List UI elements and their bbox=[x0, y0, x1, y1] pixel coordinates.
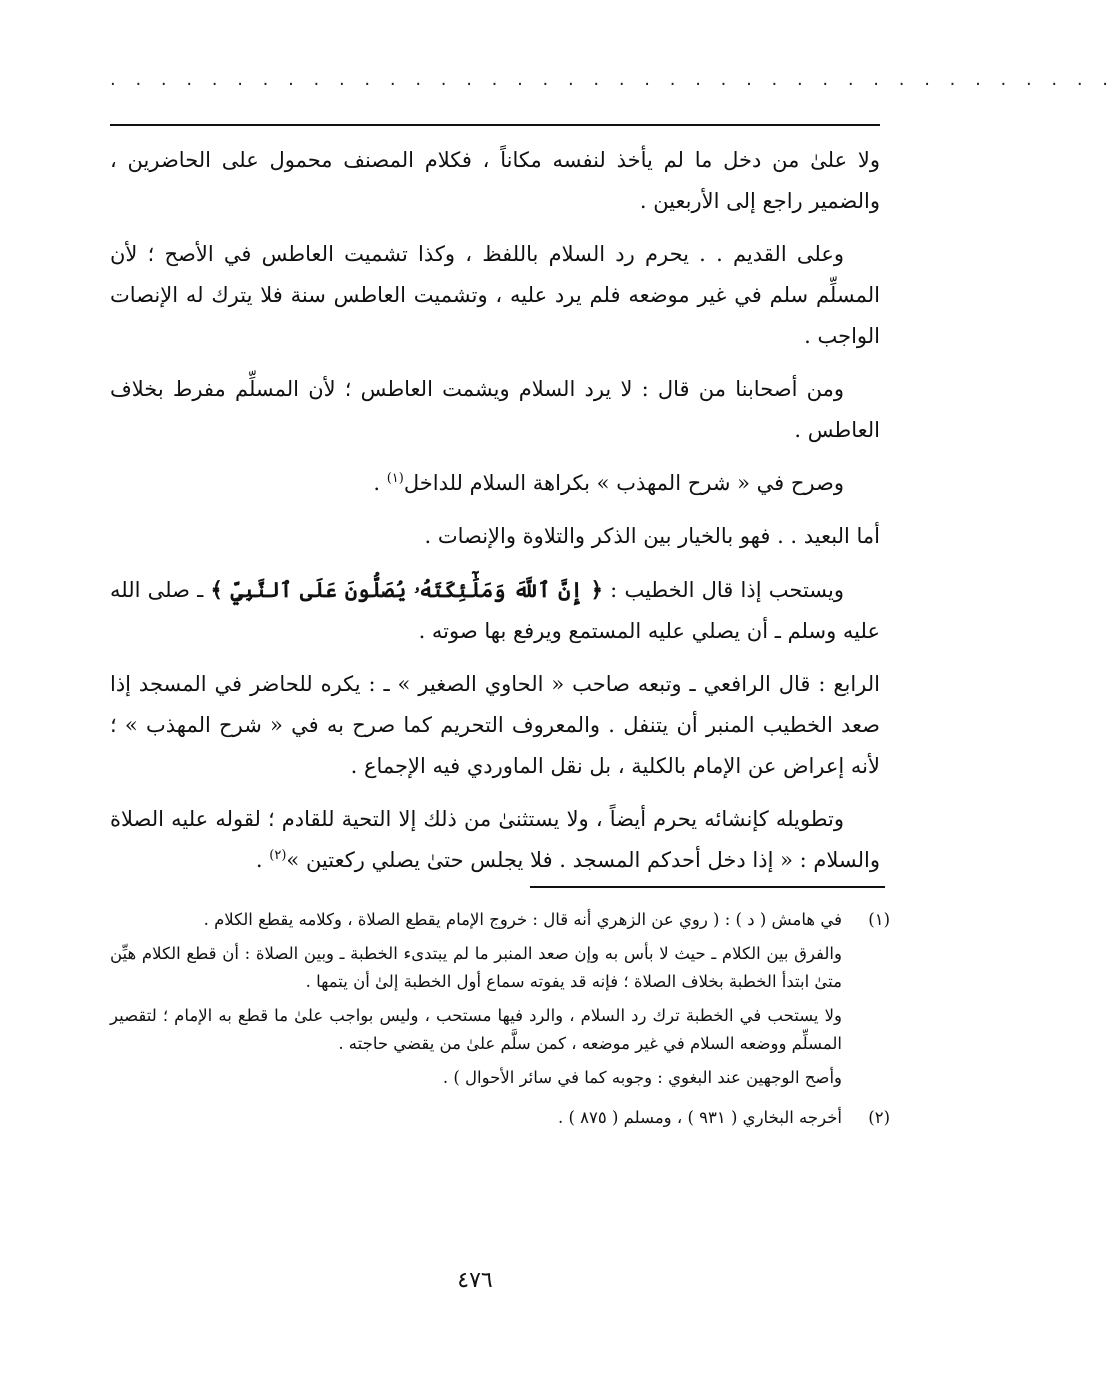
paragraph-2: وعلى القديم . . يحرم رد السلام باللفظ ، وكذا تشميت العاطس في الأصح ؛ لأن المسلِّم سلم في غير موضعه فلم يرد عليه ، وتشميت العاطس سنة فلا يترك له الإنصات الواجب . bbox=[110, 242, 880, 348]
paragraph-4-end: . bbox=[373, 471, 387, 495]
main-text bbox=[110, 140, 880, 893]
paragraph-5: أما البعيد . . فهو بالخيار بين الذكر والتلاوة والإنصات . bbox=[424, 524, 880, 548]
footnote-2 bbox=[110, 1104, 890, 1132]
footnote-ref-1: (١) bbox=[386, 471, 404, 486]
footnote-1-body bbox=[110, 906, 842, 1098]
footnote-1-number: (١) bbox=[868, 910, 890, 929]
header-dotted-line: · · · · · · · · · · · · · · · · · · · · · · · · · · · · · · · · · · · · · · · · bbox=[110, 74, 1115, 95]
footnote-1 bbox=[110, 906, 890, 1098]
footnote-1-line-4: وأصح الوجهين عند البغوي : وجوبه كما في سائر الأحوال ) . bbox=[442, 1068, 842, 1087]
footnote-1-line-2: والفرق بين الكلام ـ حيث لا بأس به وإن صعد المنبر ما لم يبتدىء الخطبة ـ وبين الصلاة : أن قطع الكلام هيِّن متىٰ ابتدأ الخطبة بخلاف الصلاة ؛ فإنه قد يفوته سماع أول الخطبة إلىٰ أن يتمها . bbox=[110, 944, 842, 991]
page-number: ٤٧٦ bbox=[457, 1268, 493, 1293]
paragraph-8 bbox=[110, 799, 880, 881]
paragraph-1: ولا علىٰ من دخل ما لم يأخذ لنفسه مكاناً ، فكلام المصنف محمول على الحاضرين ، والضمير راجع إلى الأربعين . bbox=[110, 148, 880, 213]
paragraph-6-before: ويستحب إذا قال الخطيب : bbox=[602, 578, 845, 602]
paragraph-4-text: وصرح في « شرح المهذب » بكراهة السلام للداخل bbox=[403, 471, 844, 495]
footnote-rule bbox=[530, 886, 885, 888]
footnote-1-line-1: في هامش ( د ) : ( روي عن الزهري أنه قال : خروج الإمام يقطع الصلاة ، وكلامه يقطع الكلام . bbox=[203, 910, 842, 929]
paragraph-4 bbox=[110, 463, 880, 504]
paragraph-6-after: ـ صلى الله عليه وسلم ـ أن يصلي عليه المستمع ويرفع بها صوته . bbox=[110, 578, 880, 643]
footnote-2-number: (٢) bbox=[868, 1108, 890, 1127]
paragraph-8-end: . bbox=[255, 848, 270, 872]
footnote-ref-2: (٢) bbox=[269, 848, 287, 863]
footnote-2-body: أخرجه البخاري ( ٩٣١ ) ، ومسلم ( ٨٧٥ ) . bbox=[557, 1108, 842, 1127]
paragraph-3: ومن أصحابنا من قال : لا يرد السلام ويشمت العاطس ؛ لأن المسلِّم مفرط بخلاف العاطس . bbox=[110, 377, 880, 442]
quran-verse: ﴿ إِنَّ ٱللَّهَ وَمَلَٰٓئِكَتَهُۥ يُصَلُّونَ عَلَى ٱلنَّبِيِّ ﴾ bbox=[210, 577, 603, 602]
footnote-1-line-3: ولا يستحب في الخطبة ترك رد السلام ، والرد فيها مستحب ، وليس بواجب علىٰ ما قطع به الإمام ؛ لتقصير المسلِّم ووضعه السلام في غير موضعه ، كمن سلَّم علىٰ من يقضي حاجته . bbox=[110, 1006, 842, 1053]
footnotes bbox=[110, 906, 890, 1138]
paragraph-8-text: وتطويله كإنشائه يحرم أيضاً ، ولا يستثنىٰ من ذلك إلا التحية للقادم ؛ لقوله عليه الصلاة والسلام : « إذا دخل أحدكم المسجد . فلا يجلس حتىٰ يصلي ركعتين » bbox=[110, 807, 880, 872]
header-rule bbox=[110, 124, 880, 126]
paragraph-6 bbox=[110, 569, 880, 652]
paragraph-7: الرابع : قال الرافعي ـ وتبعه صاحب « الحاوي الصغير » ـ : يكره للحاضر في المسجد إذا صعد الخطيب المنبر أن يتنفل . والمعروف التحريم كما صرح به في « شرح المهذب » ؛ لأنه إعراض عن الإمام بالكلية ، بل نقل الماوردي فيه الإجماع . bbox=[110, 672, 880, 778]
